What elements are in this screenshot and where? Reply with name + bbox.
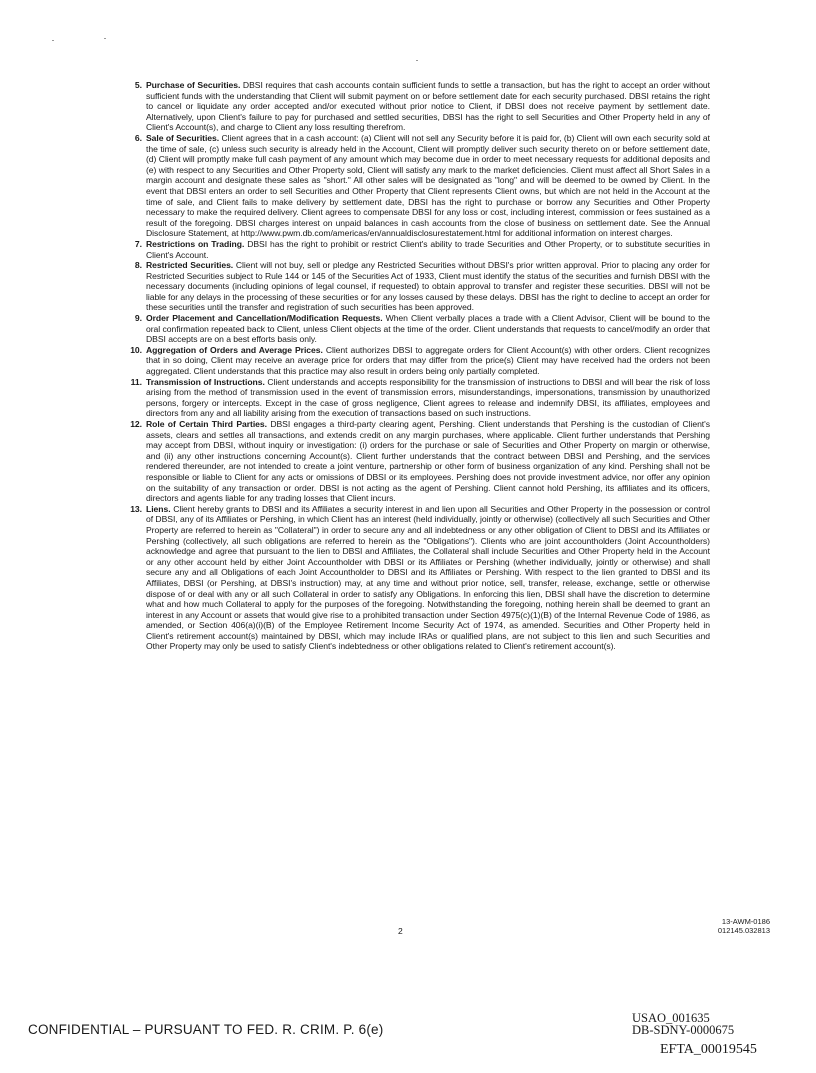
section-title: Role of Certain Third Parties. [146, 419, 267, 429]
section-title: Purchase of Securities. [146, 80, 241, 90]
scan-speck [416, 60, 418, 61]
section-title: Aggregation of Orders and Average Prices. [146, 344, 323, 355]
section-body: When Client verbally places a trade with a Client Advisor, Client will be bound to the oral confirmation repeated back to Client, unless Client objects at the time of the order. Client understands that requests to cancel/modify an order that DBSI accepts are on a best efforts basis only. [146, 313, 710, 345]
section-content [146, 345, 710, 377]
section-item [120, 239, 710, 260]
section-body: Client agrees that in a cash account: (a) Client will not sell any Security before it is paid for, (b) Client will own each security sold at the time of sale, (c) unless such security is already held in the Account, Client will promptly deliver such security thereto on or before settlement date, (d) Client will promptly make full cash payment of any amount which may become due in order to meet necessary requests for additional deposits and (e) with respect to any Securities and Other Property sold, Client will satisfy any mark to the market deficiencies. Client must affect all Short Sales in a margin account and designate these sales as "short." All other sales will be designated as "long" and will be deemed to be owned by Client. In the event that DBSI enters an order to sell Securities and Other Property that Client represents Client owns, but which are not held in the Account at the time of sale, and Client fails to make delivery by settlement date, DBSI has the right to purchase or borrow any Securities and Other Property necessary to make the required delivery. Client agrees to compensate DBSI for any loss or cost, including interest, commission or fees sustained as a result of the foregoing. DBSI charges interest on unpaid balances in cash accounts from the close of business on settlement date. See the Annual Disclosure Statement, at http://www.pwm.db.com/americas/en/annualdisclosurestatement.html for additional information on interest charges. [146, 132, 711, 239]
terms-section-list [120, 80, 710, 652]
section-title: Transmission of Instructions. [146, 376, 265, 387]
doc-code-revision: 012145.032813 [717, 926, 770, 935]
section-item [120, 133, 710, 239]
section-item [120, 80, 710, 133]
section-content [146, 504, 710, 652]
section-content [146, 419, 710, 504]
section-content [146, 239, 710, 260]
bates-efta: EFTA_00019545 [660, 1042, 757, 1057]
section-body: Client hereby grants to DBSI and its Affiliates a security interest in and lien upon all Securities and Other Property in the possession or control of DBSI, any of its Affiliates or Pershing, in which Client has an interest (held individually, jointly or otherwise) (collectively all such Securities and Other Property are referred to herein as "Collateral") in order to secure any and all indebtedness or any other obligation of Client to DBSI and its Affiliates or Pershing (collectively, all such obligations are referred to herein as the "Obligations"). Clients who are joint accountholders (Joint Accountholders) acknowledge and agree that pursuant to the lien to DBSI and Affiliates, the Collateral shall include Securities and Other Property held in the Account or any other account held by either Joint Accountholder with DBSI or its Affiliates or Pershing (whether individually, jointly or otherwise) and shall secure any and all Obligations of each Joint Accountholder to DBSI and its Affiliates or Pershing. With respect to the lien granted to DBSI and its Affiliates, DBSI (or Pershing, at DBSI's instruction) may, at any time and without prior notice, sell, transfer, release, exchange, settle or otherwise dispose of or deal with any or all such Collateral in order to satisfy any Obligations. In enforcing this lien, DBSI shall have the discretion to determine what and how much Collateral to apply for the purposes of the foregoing. Notwithstanding the foregoing, nothing herein shall be deemed to grant an interest in any Account or assets that would give rise to a prohibited transaction under Section 4975(c)(1)(B) of the Internal Revenue Code of 1986, as amended, or Section 406(a)(i)(B) of the Employee Retirement Income Security Act of 1974, as amended. Securities and Other Property held in Client's retirement account(s) maintained by DBSI, which may include IRAs or qualified plans, are not subject to this lien and such Securities and Other Property may only be used to satisfy Client's indebtedness or other obligations related to Client's retirement account(s). [146, 503, 711, 652]
bates-usao: USAO_001635 [632, 1011, 710, 1025]
section-item [120, 260, 710, 313]
section-title: Restrictions on Trading. [146, 238, 245, 249]
section-title: Sale of Securities. [146, 132, 220, 143]
section-item [120, 313, 710, 345]
section-content [146, 260, 710, 313]
section-body: DBSI engages a third-party clearing agent, Pershing. Client understands that Pershing is the custodian of Client's assets, clears and settles all transactions, and extends credit on any margin purchases, where applicable. Client further understands that Pershing may accept from DBSI, without inquiry or investigation: (i) orders for the purchase or sale of Securities and Other Property on margin or otherwise, and (ii) any other instructions concerning Account(s). Client further understands that the contract between DBSI and Pershing, and the services rendered thereunder, are not intended to create a joint venture, partnership or other form of business organization of any kind. Pershing shall not be responsible or liable to Client for any acts or omissions of DBSI or its employees. Pershing does not provide investment advice, nor offer any opinion on the suitability of any transaction or order. DBSI is not acting as the agent of Pershing. Client cannot hold Pershing, its affiliates and its officers, directors and agents liable for any trading losses that Client incurs. [146, 419, 710, 504]
confidential-footer: CONFIDENTIAL – PURSUANT TO FED. R. CRIM. P. 6(e) [28, 1022, 384, 1037]
section-content [146, 80, 710, 133]
section-item [120, 504, 710, 652]
section-item [120, 345, 710, 377]
section-number: 5. [134, 80, 142, 90]
section-content [146, 133, 710, 239]
bates-sdny: DB-SDNY-0000675 [632, 1023, 735, 1037]
section-content [146, 377, 710, 419]
section-number: 13. [130, 503, 142, 514]
document-codes [680, 917, 770, 935]
doc-code-form: 13-AWM-0186 [721, 917, 770, 926]
section-number: 7. [134, 238, 142, 249]
section-title: Liens. [146, 503, 171, 514]
scan-speck [104, 38, 106, 39]
section-number: 9. [134, 313, 142, 324]
section-number: 6. [134, 132, 142, 143]
page-number: 2 [398, 926, 403, 936]
section-body: Client will not buy, sell or pledge any Restricted Securities without DBSI's prior written approval. Prior to placing any order for Restricted Securities subject to Rule 144 or 145 of the Securities Act of 1933, Client must identify the status of the securities and furnish DBSI with the necessary documents (including opinions of legal counsel, if requested) to obtain approval to transfer and register these securities. DBSI will not be liable for any delays in the processing of these securities or for any losses caused by these delays. DBSI has the right to decline to accept an order for these securities until the transfer and registration of such securities has been approved. [146, 260, 710, 313]
section-content [146, 313, 710, 345]
section-number: 12. [130, 419, 142, 429]
section-item [120, 419, 710, 504]
section-title: Order Placement and Cancellation/Modification Requests. [146, 313, 383, 324]
scan-speck [52, 40, 54, 41]
section-item [120, 377, 710, 419]
section-body: DBSI has the right to prohibit or restrict Client's ability to trade Securities and Other Property, or to substitute securities in Client's Account. [146, 238, 711, 260]
section-body: Client understands and accepts responsibility for the transmission of instructions to DBSI and will bear the risk of loss arising from the method of transmission used in the event of transmission errors, misunderstandings, impersonations, transmission by unauthorized persons, forgery or intercepts. Except in the case of gross negligence, Client agrees to release and indemnify DBSI, its affiliates, employees and directors from any and all liability arising from the execution of transactions based on such instructions. [146, 376, 710, 419]
section-number: 10. [130, 344, 142, 355]
bates-stamp [632, 1012, 734, 1036]
section-number: 11. [130, 376, 142, 387]
section-body: DBSI requires that cash accounts contain sufficient funds to settle a transaction, but has the right to accept an order without sufficient funds with the understanding that Client will submit payment on or before settlement date for each security purchased. DBSI retains the right to cancel or liquidate any order accepted and/or executed without prior notice to Client, if DBSI does not receive payment by settlement date. Alternatively, upon Client's failure to pay for purchased and settled securities, DBSI has the right to sell Securities and Other Property held in any of Client's Account(s), and charge to Client any loss resulting therefrom. [146, 80, 710, 133]
section-title: Restricted Securities. [146, 260, 234, 271]
section-body: Client authorizes DBSI to aggregate orders for Client Account(s) with other orders. Client recognizes that in so doing, Client may receive an average price for orders that may differ from the price(s) Client may have received had the orders not been aggregated. Client understands that this practice may also result in orders being only partially completed. [146, 344, 710, 377]
section-number: 8. [134, 260, 142, 271]
